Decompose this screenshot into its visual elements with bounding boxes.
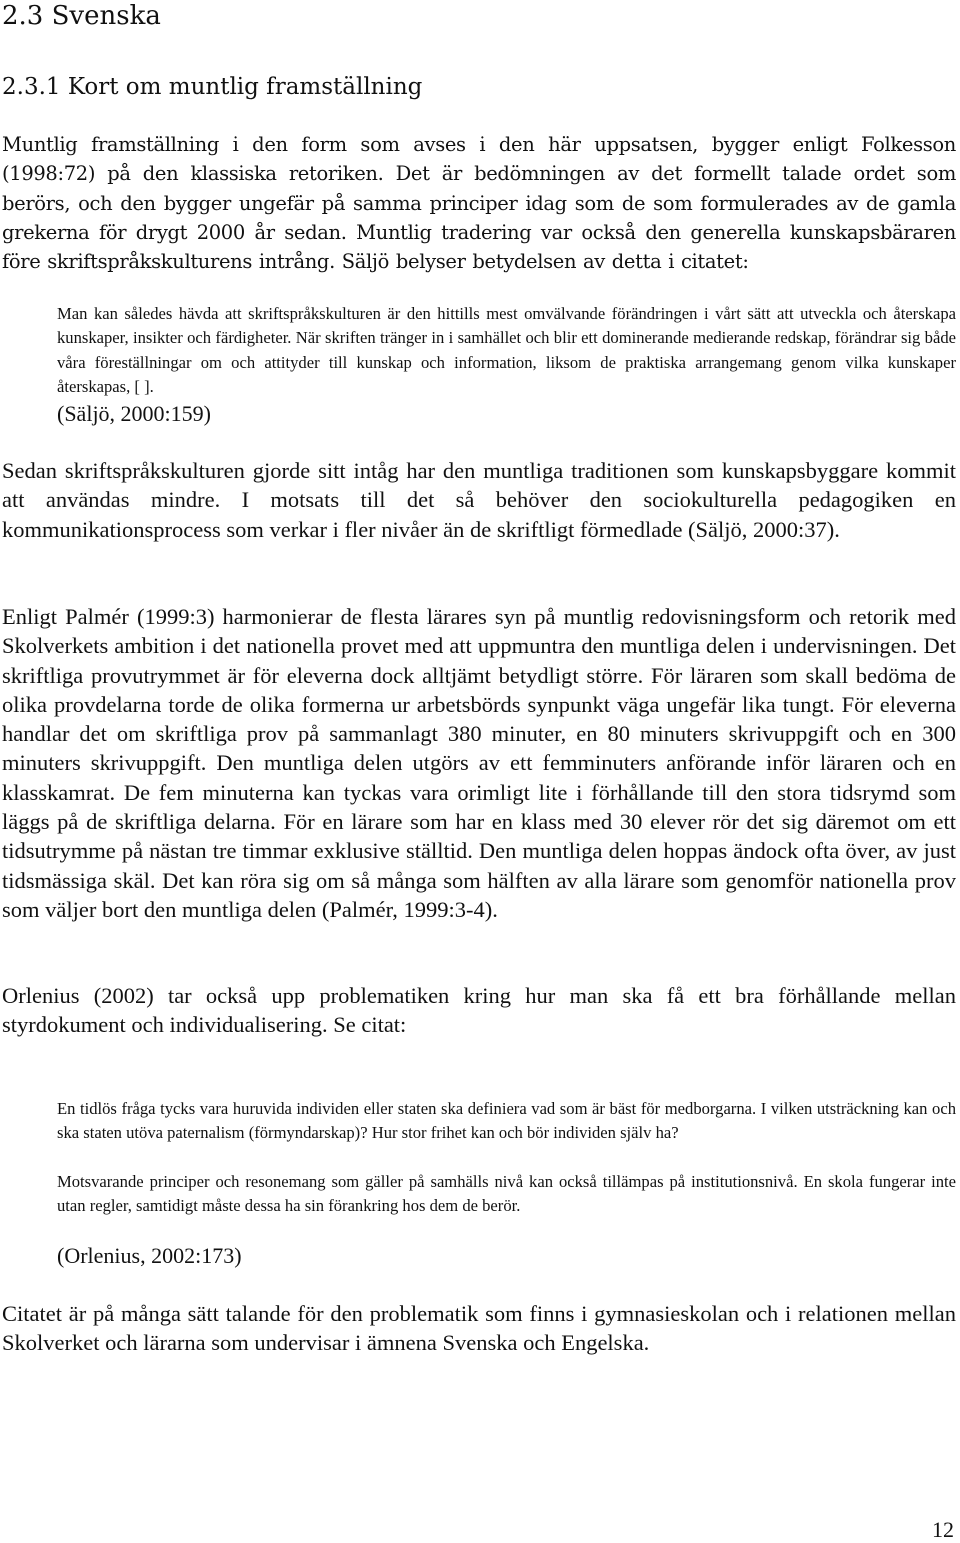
section-heading: 2.3 Svenska bbox=[2, 1, 161, 31]
subsection-heading: 2.3.1 Kort om muntlig framställning bbox=[2, 74, 423, 100]
citation-saljo: (Säljö, 2000:159) bbox=[57, 401, 211, 426]
block-quote-orlenius-1: En tidlös fråga tycks vara huruvida individen eller staten ska definiera vad som är bäst för medborgarna. I vilken utsträckning kan och ska staten utöva paternalism (förmyndarskap)? Hur stor frihet kan och bör individen själv ha? bbox=[57, 1099, 956, 1143]
citation-orlenius: (Orlenius, 2002:173) bbox=[57, 1243, 242, 1268]
paragraph-conclusion: Citatet är på många sätt talande för den problematik som finns i gymnasieskolan och i relationen mellan Skolverket och lärarna som undervisar i ämnena Svenska och Engelska. bbox=[2, 1301, 956, 1356]
block-quote-orlenius-2: Motsvarande principer och resonemang som gäller på samhälls nivå kan också tillämpas på institutionsnivå. En skola fungerar inte utan regler, samtidigt måste dessa ha sin förankring hos dem de berör. bbox=[57, 1172, 956, 1216]
page-number: 12 bbox=[932, 1517, 954, 1542]
paragraph-sociocultural: Sedan skriftspråkskulturen gjorde sitt intåg har den muntliga traditionen som kunskapsbyggare kommit att användas mindre. I motsats till det så behöver den sociokulturella pedagogiken en kommunikationsprocess som verkar i fler nivåer än de skriftligt förmedlade (Säljö, 2000:37). bbox=[2, 458, 956, 542]
paragraph-palmer: Enligt Palmér (1999:3) harmonierar de flesta lärares syn på muntlig redovisningsform och retorik med Skolverkets ambition i det nationella provet med att uppmuntra den muntliga delen i undervisningen. Det skriftliga provutrymmet är för eleverna dock alltjämt betydligt större. För läraren som skall bedöma de olika provdelarna torde de olika formerna ur arbetsbörds synpunkt väga ungefär lika tungt. För eleverna handlar det om skriftliga prov på sammanlagt 380 minuter, en 80 minuters skrivuppgift och en 300 minuters skrivuppgift. Den muntliga delen utgörs av ett femminuters anförande inför läraren och en klasskamrat. De fem minuterna kan tyckas vara orimligt lite i förhållande till den stora tidsrymd som läggs på de skriftliga delarna. För en lärare som har en klass med 30 elever rör det sig däremot om ett tidsutrymme på nästan tre timmar exklusive ställtid. Den muntliga delen hoppas ändock ofta över, av just tidsmässiga skäl. Det kan röra sig om så många som hälften av alla lärare som genomför nationella prov som väljer bort den muntliga delen (Palmér, 1999:3-4). bbox=[2, 604, 956, 922]
paragraph-intro: Muntlig framställning i den form som avses i den här uppsatsen, bygger enligt Folkesson (1998:72) på den klassiska retoriken. Det är bedömningen av det formellt talade ordet som berörs, och den bygger ungefär på samma principer idag som de som formulerades av de gamla grekerna för drygt 2000 år sedan. Muntlig tradering var också den generella kunskapsbäraren före skriftspråkskulturens intrång. Säljö belyser betydelsen av detta i citatet: bbox=[2, 133, 956, 274]
paragraph-orlenius: Orlenius (2002) tar också upp problematiken kring hur man ska få ett bra förhållande mellan styrdokument och individualisering. Se citat: bbox=[2, 983, 956, 1038]
block-quote-saljo: Man kan således hävda att skriftspråkskulturen är den hittills mest omvälvande förändringen i vårt sätt att utveckla och återskapa kunskaper, insikter och färdigheter. När skriften tränger in i samhället och blir ett dominerande medierande redskap, förändrar sig både våra föreställningar om och attityder till kunskap och information, liksom de praktiska arrangemang genom vilka kunskaper återskapas, [ ]. bbox=[57, 304, 956, 396]
